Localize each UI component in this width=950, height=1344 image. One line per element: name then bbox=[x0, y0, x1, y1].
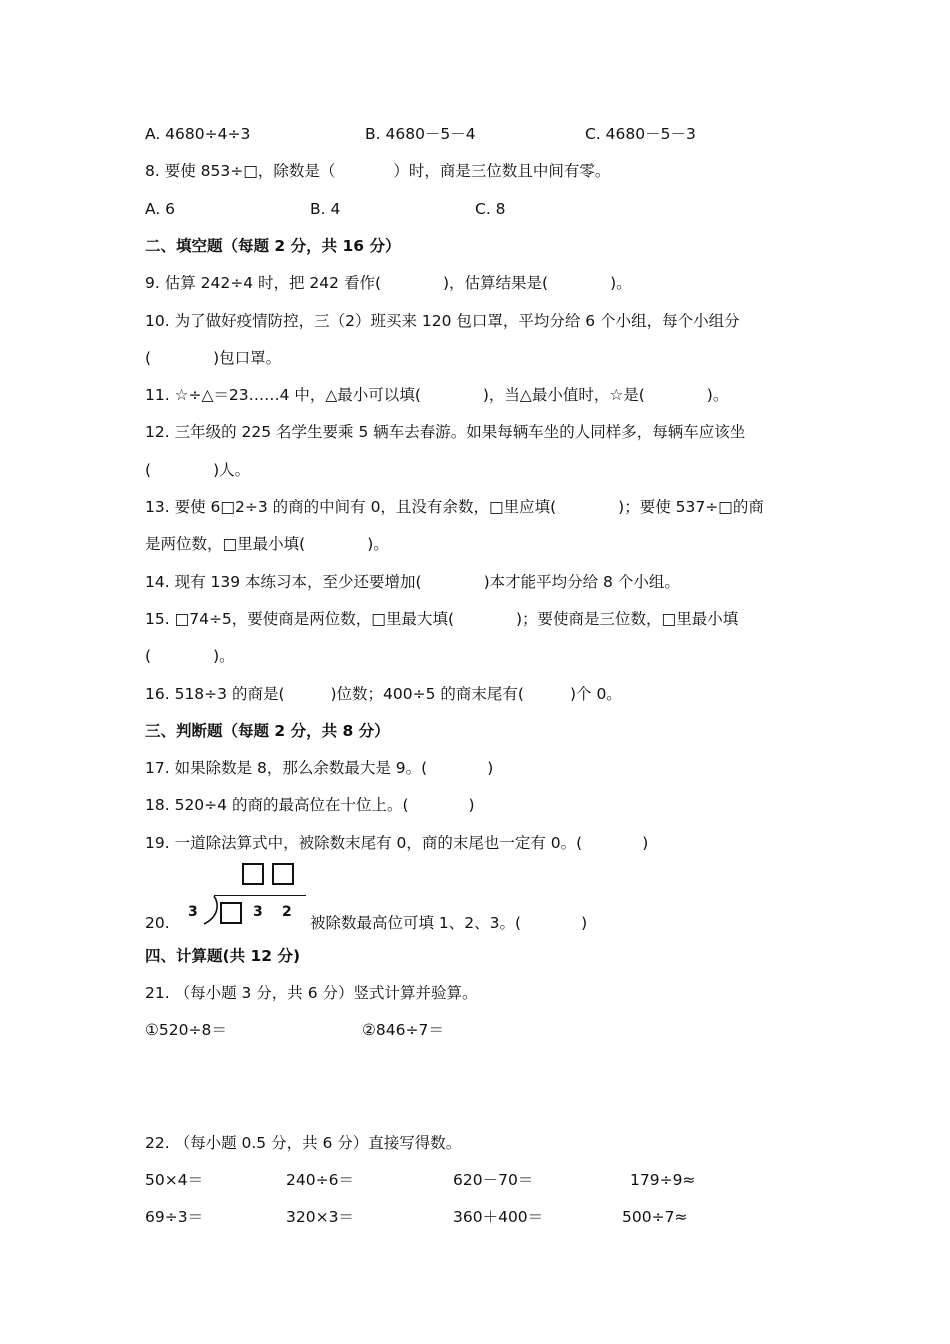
question-12-line1: 12. 三年级的 225 名学生要乘 5 辆车去春游。如果每辆车坐的人同样多，每辆车应该坐 bbox=[145, 423, 746, 441]
question-16 bbox=[145, 684, 622, 704]
question-20-number: 20. bbox=[145, 914, 170, 932]
q13-text-c: 是两位数，□里最小填( bbox=[145, 535, 306, 553]
q22-item: 500÷7≈ bbox=[622, 1208, 688, 1226]
q15-text-b: )；要使商是三位数，□里最小填 bbox=[516, 610, 739, 628]
q22-item: 179÷9≈ bbox=[630, 1171, 696, 1189]
q8-option-a: A. 6 bbox=[145, 200, 176, 218]
q18-text-a: 18. 520÷4 的商的最高位在十位上。( bbox=[145, 796, 409, 814]
q8-text-a: 8. 要使 853÷□，除数是（ bbox=[145, 162, 336, 180]
dividend-digit-3: 2 bbox=[282, 904, 292, 920]
question-15-line1 bbox=[145, 609, 738, 629]
q22-item: 620－70＝ bbox=[453, 1171, 534, 1189]
question-19 bbox=[145, 833, 648, 853]
long-division-figure bbox=[184, 862, 308, 930]
question-21-title: 21. （每小题 3 分，共 6 分）竖式计算并验算。 bbox=[145, 984, 478, 1002]
question-11 bbox=[145, 385, 728, 405]
q17-text-a: 17. 如果除数是 8，那么余数最大是 9。( bbox=[145, 759, 428, 777]
q9-text-c: )。 bbox=[610, 274, 632, 292]
divisor-digit: 3 bbox=[188, 904, 198, 920]
q18-text-b: ) bbox=[468, 796, 475, 814]
division-bracket bbox=[200, 895, 220, 925]
question-18 bbox=[145, 795, 475, 815]
q10-text-a: ( bbox=[145, 349, 152, 367]
q17-text-b: ) bbox=[487, 759, 494, 777]
q13-text-b: )；要使 537÷□的商 bbox=[618, 498, 764, 516]
question-9 bbox=[145, 273, 632, 293]
question-22-title: 22. （每小题 0.5 分，共 6 分）直接写得数。 bbox=[145, 1134, 462, 1152]
question-12-line2 bbox=[145, 460, 250, 480]
q16-text-c: )个 0。 bbox=[569, 685, 622, 703]
dividend-box bbox=[220, 902, 242, 924]
q22-item: 50×4＝ bbox=[145, 1171, 204, 1189]
q22-item: 240÷6＝ bbox=[286, 1171, 354, 1189]
question-15-line2 bbox=[145, 646, 235, 666]
q11-text-b: )，当△最小值时，☆是( bbox=[482, 386, 645, 404]
section-heading-fill-in: 二、填空题（每题 2 分，共 16 分） bbox=[145, 237, 401, 255]
quotient-box-1 bbox=[242, 863, 264, 885]
section-heading-true-false: 三、判断题（每题 2 分，共 8 分） bbox=[145, 722, 390, 740]
q13-text-d: )。 bbox=[367, 535, 389, 553]
q15-text-d: )。 bbox=[213, 647, 235, 665]
q9-text-b: )，估算结果是( bbox=[443, 274, 549, 292]
q21-problem-2: ②846÷7＝ bbox=[362, 1021, 444, 1039]
dividend-digit-2: 3 bbox=[253, 904, 263, 920]
question-14 bbox=[145, 572, 680, 592]
q20-text-a: 被除数最高位可填 1、2、3。( bbox=[310, 914, 522, 932]
q19-text-a: 19. 一道除法算式中，被除数末尾有 0，商的末尾也一定有 0。( bbox=[145, 834, 583, 852]
q22-item: 69÷3＝ bbox=[145, 1208, 204, 1226]
q22-item: 360＋400＝ bbox=[453, 1208, 544, 1226]
q8-text-b: ）时，商是三位数且中间有零。 bbox=[393, 162, 611, 180]
q21-problem-1: ①520÷8＝ bbox=[145, 1021, 227, 1039]
q12-text-b: )人。 bbox=[213, 461, 251, 479]
q16-text-b: )位数；400÷5 的商末尾有( bbox=[330, 685, 524, 703]
q13-text-a: 13. 要使 6□2÷3 的商的中间有 0，且没有余数，□里应填( bbox=[145, 498, 557, 516]
q7-option-c: C. 4680－5－3 bbox=[585, 125, 696, 143]
q7-option-a: A. 4680÷4÷3 bbox=[145, 125, 251, 143]
question-10-line2 bbox=[145, 348, 281, 368]
q11-text-c: )。 bbox=[706, 386, 729, 404]
question-13-line1 bbox=[145, 497, 764, 517]
q19-text-b: ) bbox=[642, 834, 649, 852]
question-17 bbox=[145, 758, 493, 778]
q8-option-b: B. 4 bbox=[310, 200, 341, 218]
q12-text-a: ( bbox=[145, 461, 152, 479]
q11-text-a: 11. ☆÷△＝23……4 中，△最小可以填( bbox=[145, 386, 421, 404]
q14-text-b: )本才能平均分给 8 个小组。 bbox=[483, 573, 680, 591]
question-10-line1: 10. 为了做好疫情防控，三（2）班买来 120 包口罩，平均分给 6 个小组，每个小组分 bbox=[145, 312, 740, 330]
q9-text-a: 9. 估算 242÷4 时，把 242 看作( bbox=[145, 274, 381, 292]
q20-text-b: ) bbox=[581, 914, 588, 932]
division-bar bbox=[214, 895, 306, 896]
question-13-line2 bbox=[145, 534, 389, 554]
question-20-text bbox=[310, 913, 587, 933]
q10-text-b: )包口罩。 bbox=[213, 349, 282, 367]
q8-option-c: C. 8 bbox=[475, 200, 506, 218]
q16-text-a: 16. 518÷3 的商是( bbox=[145, 685, 285, 703]
quotient-box-2 bbox=[272, 863, 294, 885]
q7-option-b: B. 4680－5－4 bbox=[365, 125, 476, 143]
q22-item: 320×3＝ bbox=[286, 1208, 354, 1226]
q15-text-a: 15. □74÷5，要使商是两位数，□里最大填( bbox=[145, 610, 454, 628]
q14-text-a: 14. 现有 139 本练习本，至少还要增加( bbox=[145, 573, 422, 591]
q15-text-c: ( bbox=[145, 647, 152, 665]
section-heading-calculation: 四、计算题(共 12 分) bbox=[145, 947, 301, 965]
question-8 bbox=[145, 161, 610, 181]
